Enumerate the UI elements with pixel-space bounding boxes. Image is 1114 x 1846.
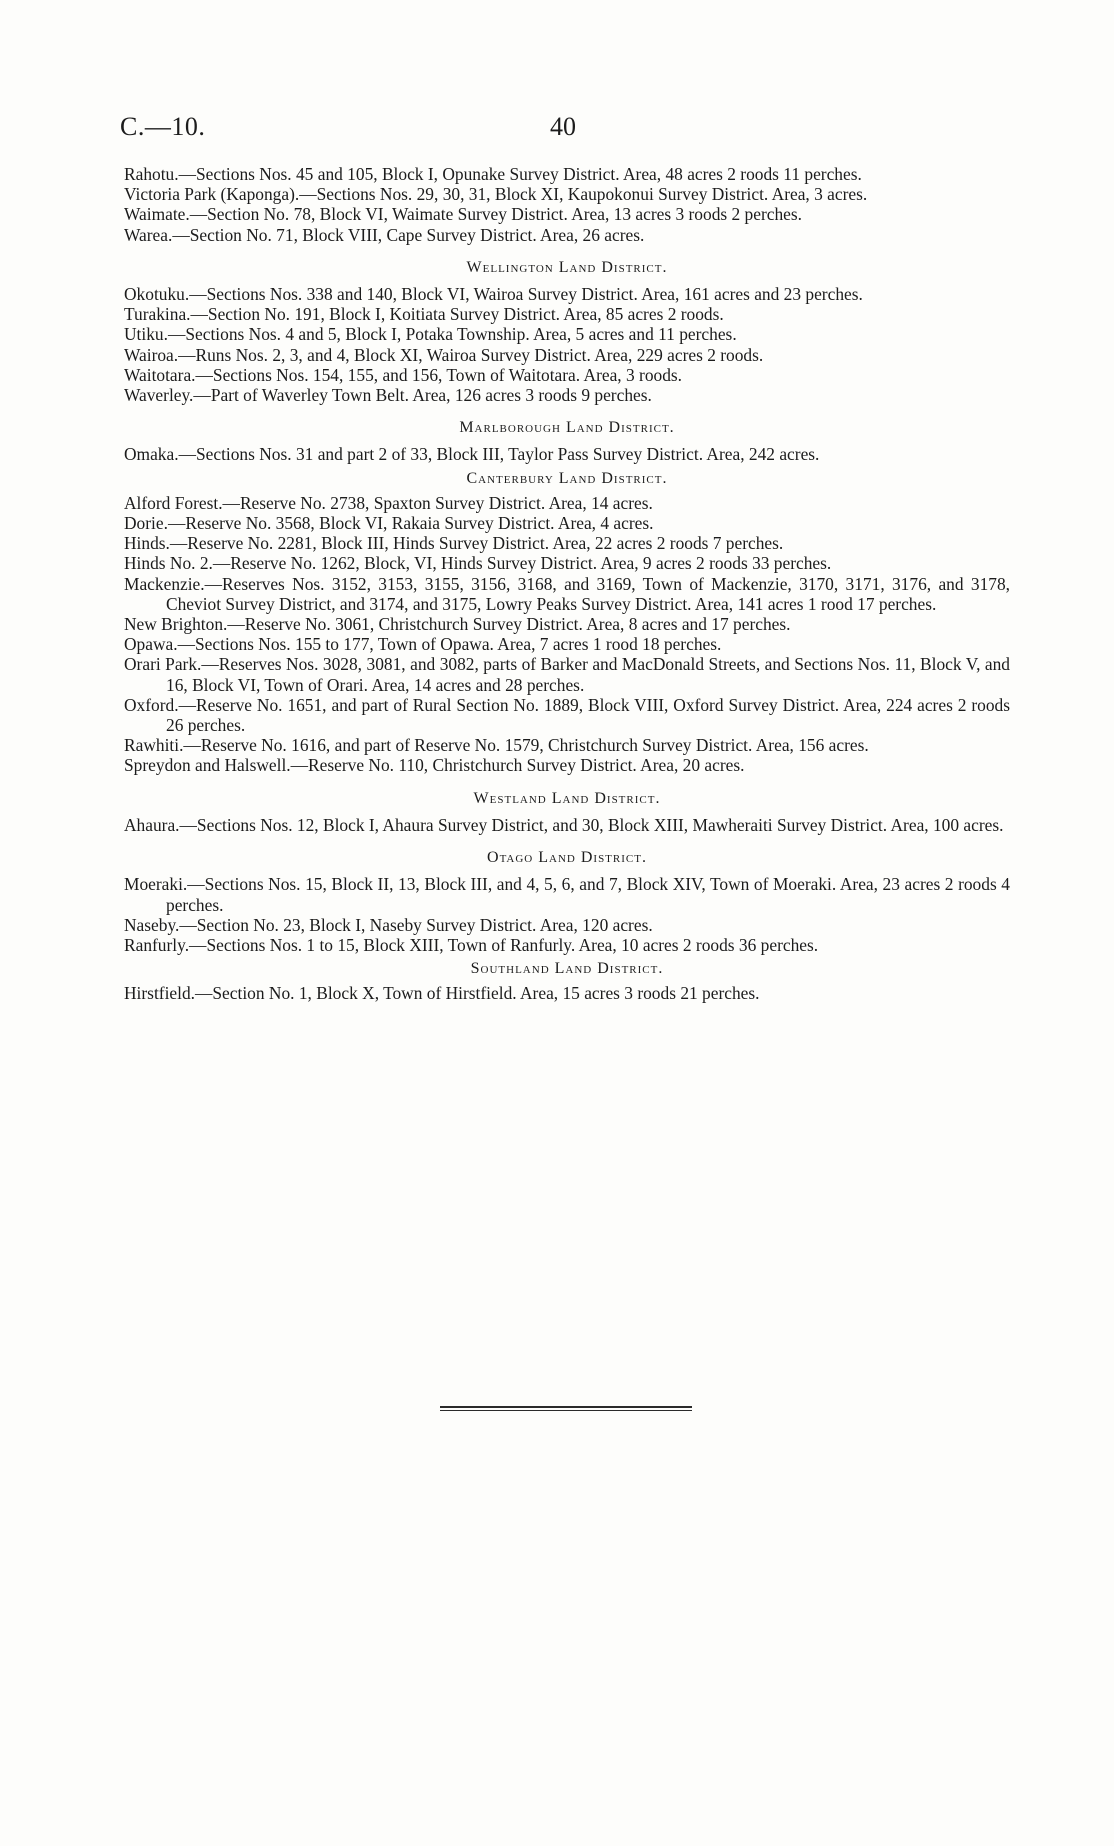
reserve-entry	[124, 695, 1010, 735]
entry-place-name: Naseby.	[124, 914, 180, 935]
entry-description: —Reserves Nos. 3028, 3081, and 3082, parts of Barker and MacDonald Streets, and Sections Nos. 11, Block V, and 16, Block VI, Town of Orari. Area, 14 acres and 28 perches.	[166, 654, 1011, 695]
district-section	[124, 258, 1010, 405]
entry-place-name: Mackenzie.	[124, 573, 205, 594]
entry-description: —Sections Nos. 155 to 177, Town of Opawa. Area, 7 acres 1 rood 18 perches.	[177, 634, 722, 655]
entry-place-name: Rawhiti.	[124, 735, 184, 756]
reserve-entry	[124, 574, 1010, 614]
reserve-entry	[124, 385, 1010, 405]
entry-place-name: Spreydon and Halswell.	[124, 755, 291, 776]
reserve-entry	[124, 324, 1010, 344]
entry-description: —Sections Nos. 45 and 105, Block I, Opunake Survey District. Area, 48 acres 2 roods 11 perches.	[178, 164, 862, 184]
entry-place-name: Waimate.	[124, 204, 190, 225]
entry-place-name: Warea.	[124, 224, 173, 245]
district-heading: Wellington Land District.	[466, 258, 668, 276]
district-section	[124, 789, 1010, 835]
entry-place-name: Ranfurly.	[124, 934, 190, 955]
entry-description: —Sections Nos. 1 to 15, Block XIII, Town of Ranfurly. Area, 10 acres 2 roods 36 perches.	[189, 934, 819, 955]
entry-place-name: Wairoa.	[124, 344, 179, 365]
end-rule	[440, 1406, 692, 1411]
reserve-entry	[124, 513, 1010, 533]
reserve-entry	[124, 304, 1010, 324]
entry-description: —Section No. 78, Block VI, Waimate Survey District. Area, 13 acres 3 roods 2 perches.	[189, 204, 803, 225]
reserve-entry	[124, 184, 1010, 204]
entry-place-name: Okotuku.	[124, 284, 190, 305]
entry-description: —Sections Nos. 338 and 140, Block VI, Wairoa Survey District. Area, 161 acres and 23 perches.	[189, 284, 863, 305]
district-heading: Westland Land District.	[473, 789, 661, 807]
entry-description: —Section No. 71, Block VIII, Cape Survey District. Area, 26 acres.	[172, 224, 645, 245]
reserve-entry	[124, 553, 1010, 573]
page-header	[120, 112, 1010, 146]
reserve-entry	[124, 935, 1010, 955]
entry-description: —Section No. 1, Block X, Town of Hirstfield. Area, 15 acres 3 roods 21 perches.	[195, 983, 760, 1004]
district-section	[124, 418, 1010, 464]
entry-place-name: Turakina.	[124, 304, 191, 325]
reserve-entry	[124, 225, 1010, 245]
district-heading: Marlborough Land District.	[459, 419, 675, 437]
reserve-entry	[124, 365, 1010, 385]
entry-description: —Reserve No. 1616, and part of Reserve No. 1579, Christchurch Survey District. Area, 156 acres.	[183, 735, 869, 756]
document-body	[124, 164, 1010, 1004]
reserve-entry	[124, 755, 1010, 775]
entry-place-name: Utiku.	[124, 324, 168, 345]
entry-place-name: Opawa.	[124, 634, 178, 655]
entry-place-name: Dorie.	[124, 513, 168, 534]
entry-place-name: Oxford.	[124, 694, 179, 715]
district-section	[124, 469, 1010, 776]
entry-place-name: Hinds.	[124, 533, 170, 554]
end-rule-line	[440, 1410, 692, 1411]
entry-description: —Reserve No. 1651, and part of Rural Section No. 1889, Block VIII, Oxford Survey District. Area, 224 acres 2 roods 26 perches.	[166, 694, 1010, 736]
page-number: 40	[550, 112, 576, 141]
entry-place-name: Rahotu.	[124, 164, 179, 184]
reserve-entry	[124, 533, 1010, 553]
end-rule-line	[440, 1406, 692, 1408]
reserve-entry	[124, 345, 1010, 365]
reserve-entry	[124, 915, 1010, 935]
reserve-entry	[124, 444, 1010, 464]
entry-place-name: Ahaura.	[124, 814, 180, 835]
entry-place-name: Orari Park.	[124, 654, 202, 675]
entry-description: —Reserve No. 2738, Spaxton Survey District. Area, 14 acres.	[222, 492, 653, 513]
reserve-entry	[124, 634, 1010, 654]
entry-place-name: New Brighton.	[124, 614, 228, 635]
entry-description: —Sections Nos. 31 and part 2 of 33, Block III, Taylor Pass Survey District. Area, 242 acres.	[178, 444, 820, 465]
district-section	[124, 959, 1010, 1003]
district-section	[124, 164, 1010, 245]
entry-description: —Sections Nos. 154, 155, and 156, Town of Waitotara. Area, 3 roods.	[195, 364, 683, 385]
entry-place-name: Victoria Park (Kaponga).	[124, 184, 300, 205]
entry-description: —Reserve No. 2281, Block III, Hinds Survey District. Area, 22 acres 2 roods 7 perches.	[169, 533, 784, 554]
reserve-entry	[124, 815, 1010, 835]
reserve-entry	[124, 493, 1010, 513]
entry-place-name: Hirstfield.	[124, 983, 195, 1004]
reserve-entry	[124, 284, 1010, 304]
entry-description: —Reserve No. 110, Christchurch Survey District. Area, 20 acres.	[290, 755, 745, 776]
entry-description: —Runs Nos. 2, 3, and 4, Block XI, Wairoa Survey District. Area, 229 acres 2 roods.	[178, 344, 764, 365]
reserve-entry	[124, 874, 1010, 914]
entry-description: —Sections Nos. 4 and 5, Block I, Potaka Township. Area, 5 acres and 11 perches.	[167, 324, 737, 345]
entry-description: —Reserves Nos. 3152, 3153, 3155, 3156, 3168, and 3169, Town of Mackenzie, 3170, 3171, 3176, and 3178, Cheviot Survey District, and 3174, and 3175, Lowry Peaks Survey District. Area, 141 acres 1 rood 17 perches.	[166, 573, 1010, 614]
entry-place-name: Waitotara.	[124, 364, 196, 385]
document-reference: C.—10.	[120, 112, 206, 141]
reserve-entry	[124, 983, 1010, 1003]
entry-description: —Part of Waverley Town Belt. Area, 126 acres 3 roods 9 perches.	[193, 385, 652, 406]
entry-description: —Reserve No. 3568, Block VI, Rakaia Survey District. Area, 4 acres.	[167, 513, 654, 534]
reserve-entry	[124, 735, 1010, 755]
district-section	[124, 848, 1010, 955]
entry-description: —Reserve No. 1262, Block, VI, Hinds Survey District. Area, 9 acres 2 roods 33 perches.	[212, 553, 832, 574]
entry-description: —Reserve No. 3061, Christchurch Survey District. Area, 8 acres and 17 perches.	[227, 614, 791, 635]
entry-description: —Sections Nos. 15, Block II, 13, Block III, and 4, 5, 6, and 7, Block XIV, Town of Moeraki. Area, 23 acres 2 roods 4 perches.	[166, 874, 1010, 915]
entry-description: —Section No. 23, Block I, Naseby Survey District. Area, 120 acres.	[179, 914, 653, 935]
reserve-entry	[124, 654, 1010, 694]
district-heading: Canterbury Land District.	[466, 469, 668, 487]
district-heading: Southland Land District.	[470, 960, 664, 978]
entry-place-name: Waverley.	[124, 385, 194, 406]
entry-description: —Section No. 191, Block I, Koitiata Survey District. Area, 85 acres 2 roods.	[190, 304, 724, 325]
entry-description: —Sections Nos. 12, Block I, Ahaura Survey District, and 30, Block XIII, Mawheraiti Survey District. Area, 100 acres.	[179, 814, 1004, 835]
entry-place-name: Alford Forest.	[124, 492, 223, 513]
entry-place-name: Hinds No. 2.	[124, 553, 213, 574]
reserve-entry	[124, 164, 1010, 184]
entry-place-name: Omaka.	[124, 444, 179, 465]
entry-description: —Sections Nos. 29, 30, 31, Block XI, Kaupokonui Survey District. Area, 3 acres.	[299, 184, 868, 205]
reserve-entry	[124, 614, 1010, 634]
reserve-entry	[124, 204, 1010, 224]
entry-place-name: Moeraki.	[124, 874, 188, 895]
district-heading: Otago Land District.	[487, 849, 647, 867]
